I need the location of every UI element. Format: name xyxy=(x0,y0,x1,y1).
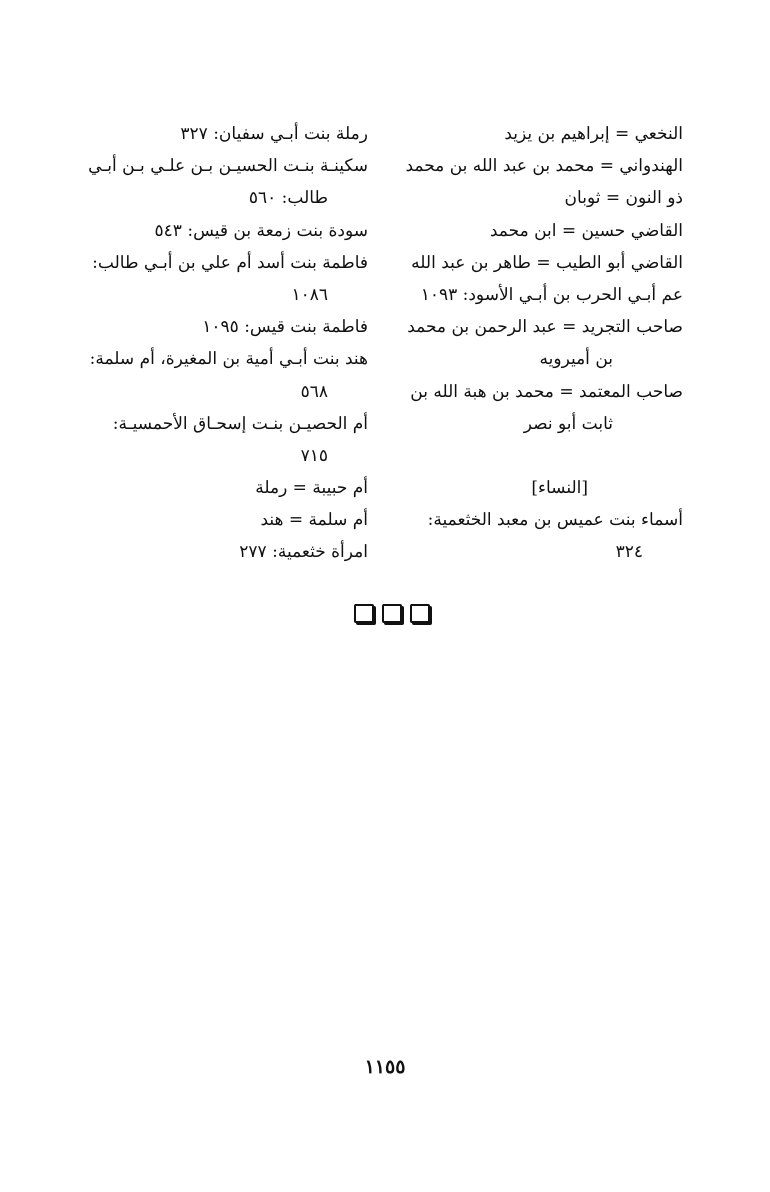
square-ornament-icon xyxy=(382,604,402,623)
index-entry: فاطمة بنت أسد أم علي بن أبـي طالب: xyxy=(92,252,368,273)
index-entry: ذو النون = ثوبان xyxy=(564,188,683,209)
section-end-ornament xyxy=(354,604,430,623)
index-entry: عم أبـي الحرب بن أبـي الأسود: ١٠٩٣ xyxy=(420,284,683,305)
index-entry: أسماء بنت عميس بن معبد الخثعمية: xyxy=(427,510,683,531)
index-entry: أم الحصيـن بنـت إسحـاق الأحمسيـة: xyxy=(112,413,368,434)
index-entry: الهندواني = محمد بن عبد الله بن محمد xyxy=(405,156,683,177)
index-entry-continuation: بن أميرويه xyxy=(539,349,613,370)
index-column-left xyxy=(76,118,368,569)
index-entry-continuation: طالب: ٥٦٠ xyxy=(248,188,328,209)
index-entry: النخعي = إبراهيم بن يزيد xyxy=(504,124,683,144)
square-ornament-icon xyxy=(354,604,374,623)
index-entry-continuation: ١٠٨٦ xyxy=(291,284,328,305)
index-entry: أم حبيبة = رملة xyxy=(255,478,368,499)
index-entry: امرأة خثعمية: ٢٧٧ xyxy=(239,542,368,563)
index-entry-continuation: ٧١٥ xyxy=(300,445,328,466)
index-entry: سودة بنت زمعة بن قيس: ٥٤٣ xyxy=(154,220,368,241)
spacer xyxy=(383,440,683,472)
square-ornament-icon xyxy=(410,604,430,623)
index-entry: صاحب المعتمد = محمد بن هبة الله بن xyxy=(410,381,683,402)
index-entry-continuation: ٥٦٨ xyxy=(300,381,328,402)
index-entry: أم سلمة = هند xyxy=(260,510,368,531)
index-entry: صاحب التجريد = عبد الرحمن بن محمد xyxy=(407,317,683,338)
index-entry: رملة بنت أبـي سفيان: ٣٢٧ xyxy=(180,124,368,144)
page-number: ١١٥٥ xyxy=(364,1056,406,1078)
index-entry: القاضي أبو الطيب = طاهر بن عبد الله xyxy=(411,252,683,273)
index-entry: هند بنت أبـي أمية بن المغيرة، أم سلمة: xyxy=(89,349,368,370)
index-entry-continuation: ثابت أبو نصر xyxy=(523,413,613,434)
index-entry-continuation: ٣٢٤ xyxy=(615,542,643,563)
index-entry: فاطمة بنت قيس: ١٠٩٥ xyxy=(202,317,368,338)
index-column-right xyxy=(383,118,683,569)
section-heading: [النساء] xyxy=(531,478,588,499)
index-entry: سكينـة بنـت الحسيـن بـن علـي بـن أبـي xyxy=(88,156,368,177)
index-entry: القاضي حسين = ابن محمد xyxy=(489,220,683,241)
